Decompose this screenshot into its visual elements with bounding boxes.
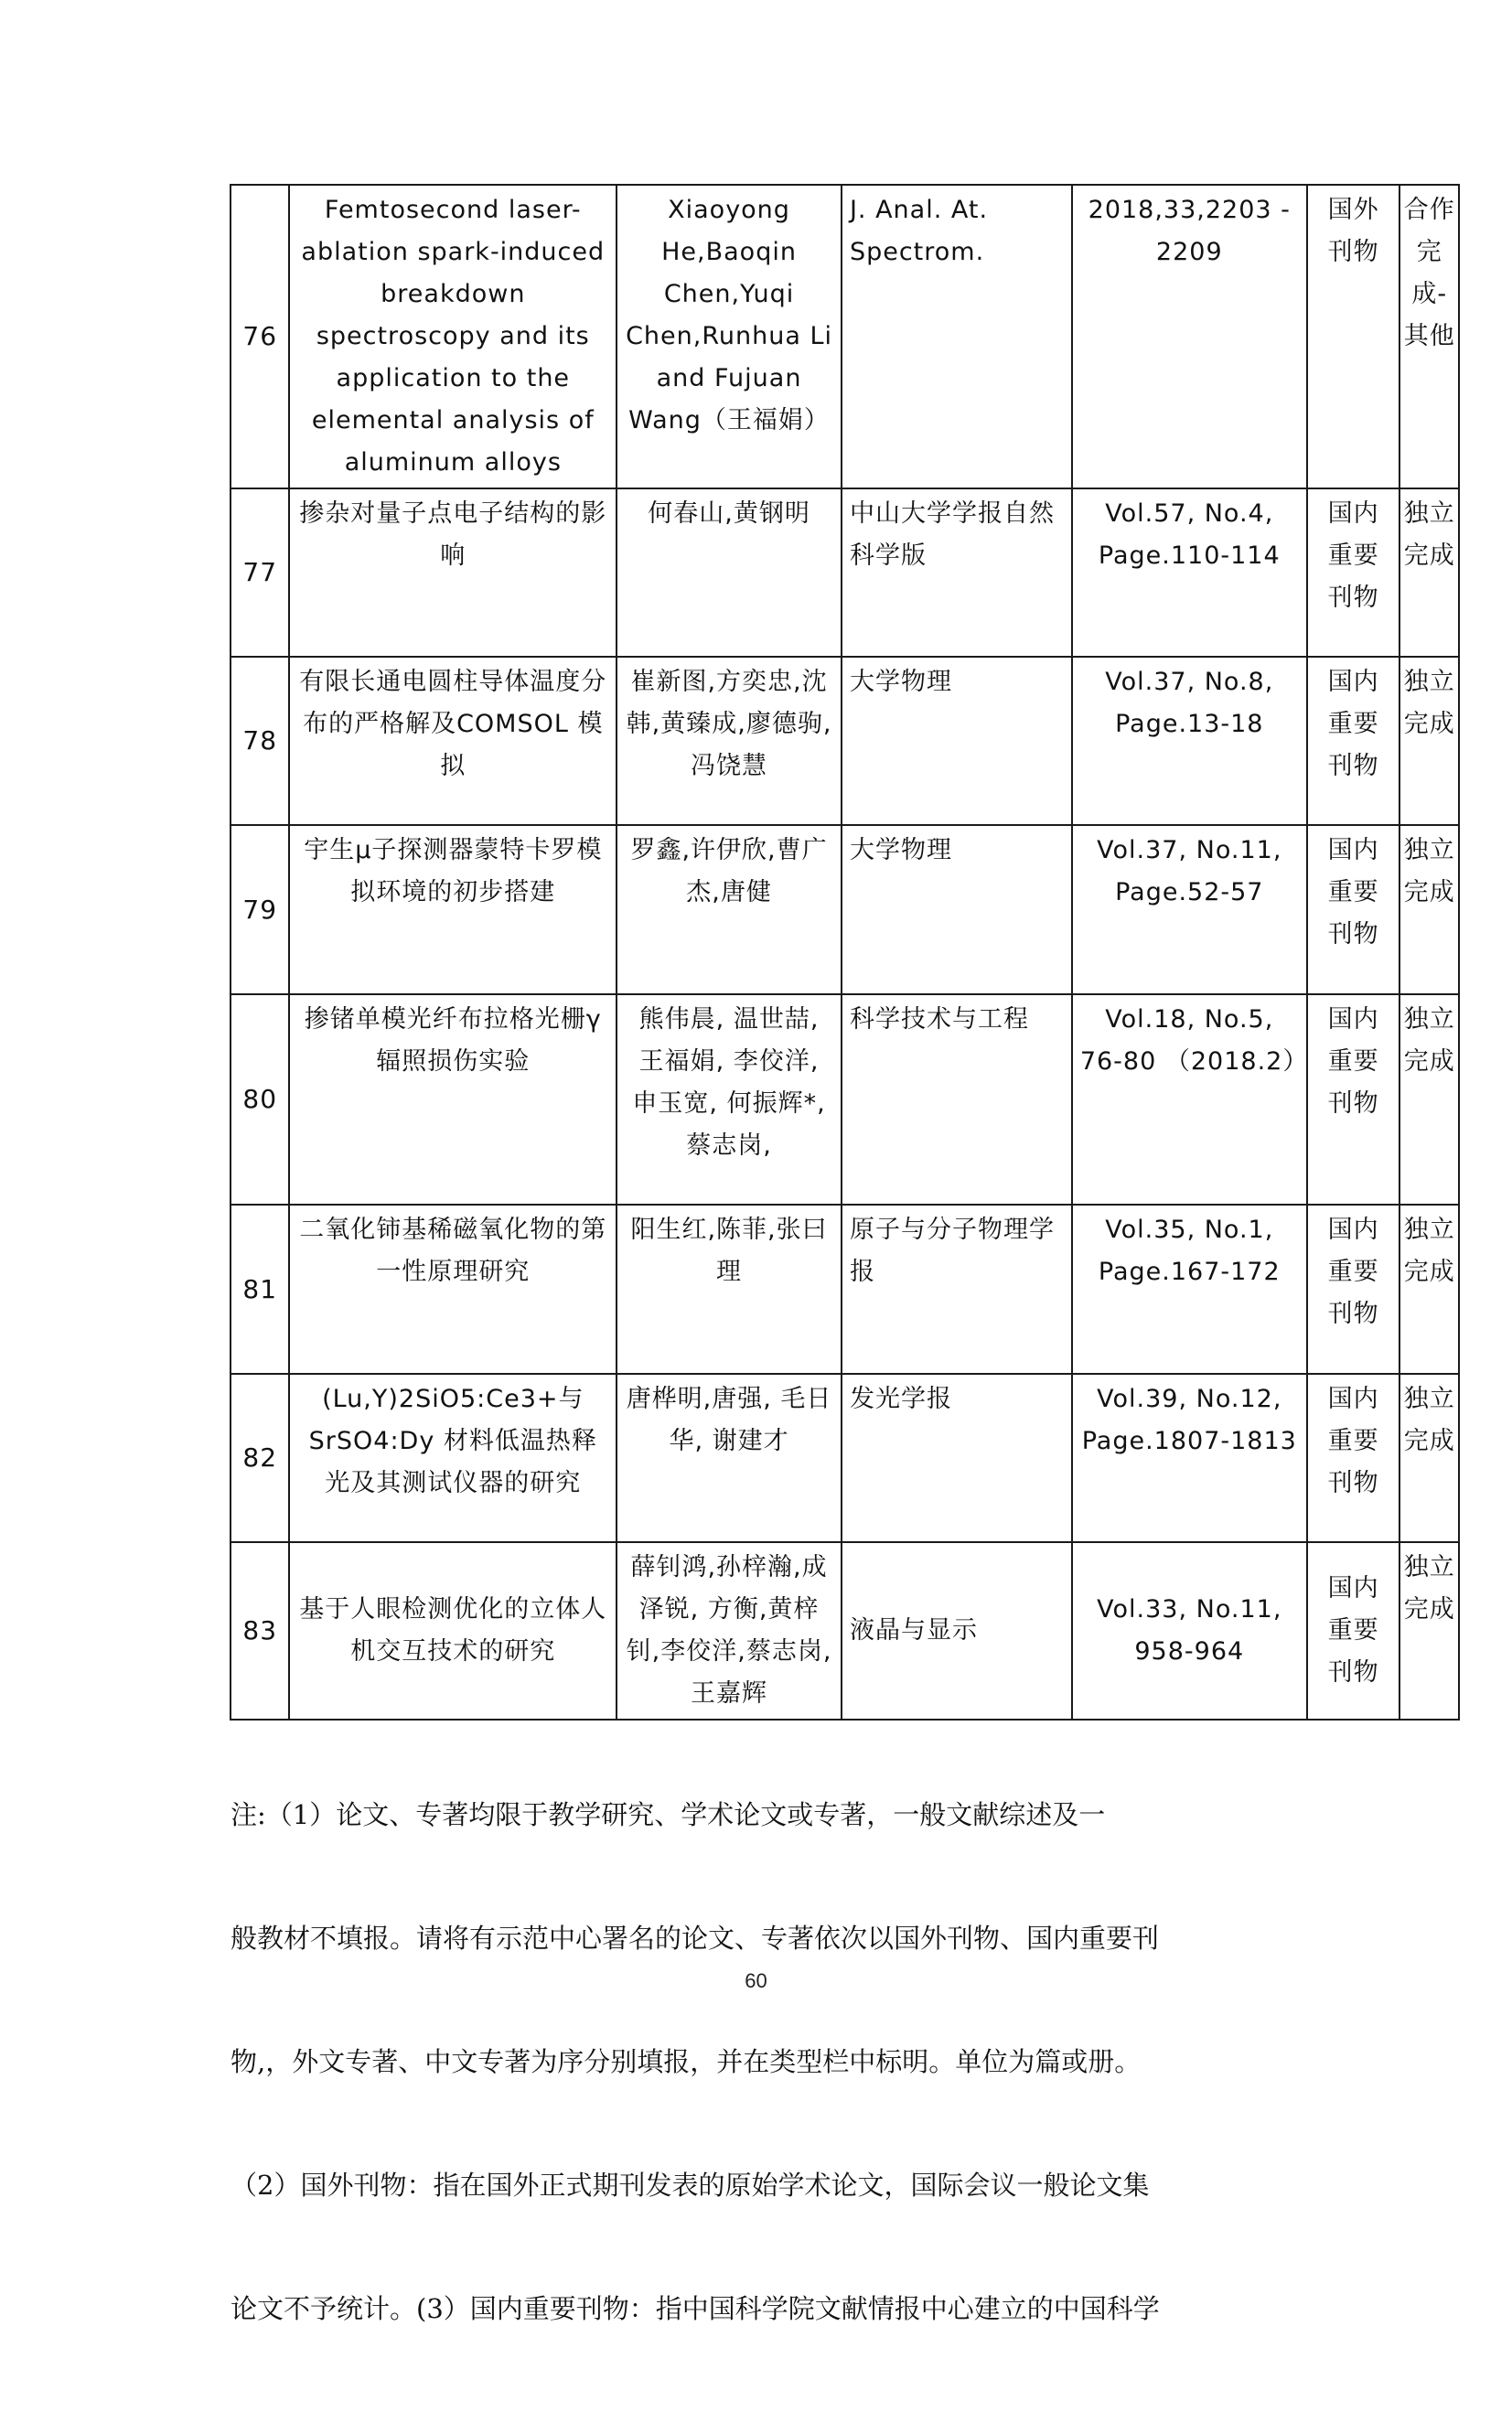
paper-title: 有限长通电圆柱导体温度分布的严格解及COMSOL 模拟 [289, 657, 617, 825]
completion-type: 独立完成 [1399, 657, 1459, 825]
table-footnote [231, 1712, 1292, 2412]
journal-name: 液晶与显示 [842, 1542, 1072, 1720]
volume-pages: Vol.39, No.12, Page.1807-1813 [1072, 1374, 1307, 1542]
publication-category: 国内重要刊物 [1307, 1205, 1400, 1374]
volume-pages: Vol.18, No.5, 76-80 （2018.2） [1072, 994, 1307, 1205]
footnote-line: 般教材不填报。请将有示范中心署名的论文、专著依次以国外刊物、国内重要刊 [231, 1923, 1160, 1954]
paper-authors: 罗鑫,许伊欣,曹广杰,唐健 [617, 825, 842, 994]
table-row [231, 825, 1459, 994]
journal-name: 发光学报 [842, 1374, 1072, 1542]
row-number: 82 [231, 1374, 289, 1542]
page-number: 60 [745, 1969, 767, 1992]
row-number: 78 [231, 657, 289, 825]
paper-authors: 唐桦明,唐强, 毛日华, 谢建才 [617, 1374, 842, 1542]
publication-category: 国外刊物 [1307, 185, 1400, 488]
journal-name: 大学物理 [842, 825, 1072, 994]
table-row [231, 1374, 1459, 1542]
table-row [231, 994, 1459, 1205]
row-number: 83 [231, 1542, 289, 1720]
footnote-line: （2）国外刊物：指在国外正式期刊发表的原始学术论文，国际会议一般论文集 [231, 2170, 1150, 2201]
completion-type: 独立完成 [1399, 1205, 1459, 1374]
publication-category: 国内重要刊物 [1307, 994, 1400, 1205]
paper-title: 基于人眼检测优化的立体人机交互技术的研究 [289, 1542, 617, 1720]
paper-authors: 阳生红,陈菲,张曰理 [617, 1205, 842, 1374]
table-row [231, 657, 1459, 825]
table-row [231, 488, 1459, 657]
paper-authors: 熊伟晨, 温世喆, 王福娟, 李佼洋, 申玉宽, 何振辉*, 蔡志岗, [617, 994, 842, 1205]
completion-type: 独立完成 [1399, 1374, 1459, 1542]
footnote-line: 注:（1）论文、专著均限于教学研究、学术论文或专著，一般文献综述及一 [231, 1799, 1106, 1830]
volume-pages: Vol.35, No.1, Page.167-172 [1072, 1205, 1307, 1374]
row-number: 76 [231, 185, 289, 488]
journal-name: 原子与分子物理学报 [842, 1205, 1072, 1374]
journal-name: 科学技术与工程 [842, 994, 1072, 1205]
volume-pages: Vol.57, No.4, Page.110-114 [1072, 488, 1307, 657]
volume-pages: 2018,33,2203 - 2209 [1072, 185, 1307, 488]
row-number: 80 [231, 994, 289, 1205]
table-row [231, 1542, 1459, 1720]
publication-category: 国内重要刊物 [1307, 1374, 1400, 1542]
paper-title: Femtosecond laser-ablation spark-induced breakdown spectroscopy and its application to the elemental analysis of aluminum alloys [289, 185, 617, 488]
completion-type: 独立完成 [1399, 488, 1459, 657]
publication-category: 国内重要刊物 [1307, 657, 1400, 825]
completion-type: 独立完成 [1399, 994, 1459, 1205]
publication-table [230, 184, 1460, 1721]
journal-name: 中山大学学报自然科学版 [842, 488, 1072, 657]
footnote-line: 物,，外文专著、中文专著为序分别填报，并在类型栏中标明。单位为篇或册。 [231, 2046, 1142, 2077]
footnote-line: 论文不予统计。(3）国内重要刊物：指中国科学院文献情报中心建立的中国科学 [231, 2293, 1160, 2324]
row-number: 77 [231, 488, 289, 657]
journal-name: J. Anal. At. Spectrom. [842, 185, 1072, 488]
paper-authors: 崔新图,方奕忠,沈韩,黄臻成,廖德驹,冯饶慧 [617, 657, 842, 825]
paper-title: 宇生μ子探测器蒙特卡罗模拟环境的初步搭建 [289, 825, 617, 994]
completion-type: 合作完成-其他 [1399, 185, 1459, 488]
row-number: 79 [231, 825, 289, 994]
paper-authors: 何春山,黄钢明 [617, 488, 842, 657]
paper-authors: 薛钊鸿,孙梓瀚,成泽锐, 方衡,黄梓钊,李佼洋,蔡志岗,王嘉辉 [617, 1542, 842, 1720]
paper-title: 掺杂对量子点电子结构的影响 [289, 488, 617, 657]
completion-type: 独立完成 [1399, 1542, 1459, 1720]
publication-category: 国内重要刊物 [1307, 825, 1400, 994]
table-row [231, 185, 1459, 488]
row-number: 81 [231, 1205, 289, 1374]
volume-pages: Vol.33, No.11, 958-964 [1072, 1542, 1307, 1720]
publication-category: 国内重要刊物 [1307, 1542, 1400, 1720]
publication-category: 国内重要刊物 [1307, 488, 1400, 657]
paper-authors: Xiaoyong He,Baoqin Chen,Yuqi Chen,Runhua Li and Fujuan Wang（王福娟） [617, 185, 842, 488]
volume-pages: Vol.37, No.8, Page.13-18 [1072, 657, 1307, 825]
paper-title: 掺锗单模光纤布拉格光栅γ辐照损伤实验 [289, 994, 617, 1205]
table-row [231, 1205, 1459, 1374]
paper-title: (Lu,Y)2SiO5:Ce3+与SrSO4:Dy 材料低温热释光及其测试仪器的研究 [289, 1374, 617, 1542]
journal-name: 大学物理 [842, 657, 1072, 825]
paper-title: 二氧化铈基稀磁氧化物的第一性原理研究 [289, 1205, 617, 1374]
volume-pages: Vol.37, No.11, Page.52-57 [1072, 825, 1307, 994]
completion-type: 独立完成 [1399, 825, 1459, 994]
